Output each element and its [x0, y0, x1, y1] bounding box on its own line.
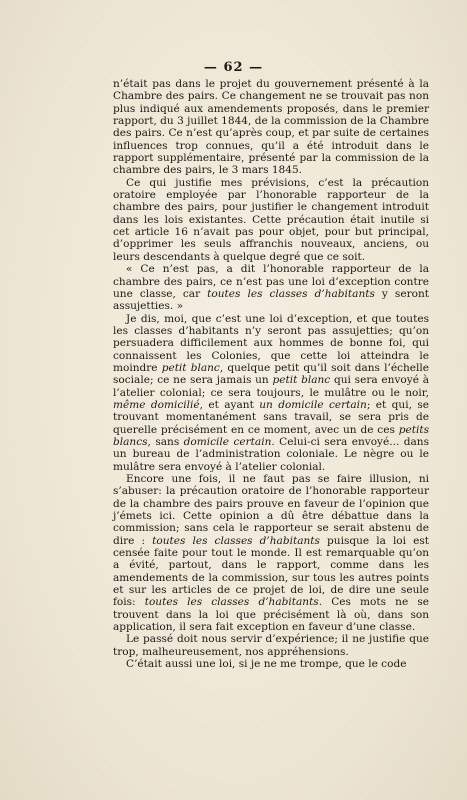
paragraph	[113, 658, 429, 670]
italic-text: petit blanc	[272, 374, 331, 387]
text-run: puisque la loi est censée faite pour tout le monde. Il est remarquable qu’on a évité, partout, dans le rapport, comme dans les amendements de la commission, sur tous les autres points et sur les articles de ce projet de loi, de dire une seule fois:	[113, 534, 429, 609]
text-run: Je dis, moi, que c’est une loi d’exception, et que toutes les classes d’habitants n’y seront pas assujetties; qu’on persuadera difficilement aux hommes de bonne foi, qui connaissent les Colonies, que cette loi atteindra le moindre	[113, 312, 429, 374]
italic-text: toutes les classes d’habitants	[144, 596, 319, 609]
italic-text: toutes les classes d’habitants	[207, 287, 375, 300]
text-run: , quelque petit qu’il soit dans l’échelle sociale; ce ne sera jamais un	[113, 361, 429, 387]
text-run: ; et qui, se trouvant momentanément sans travail, se sera pris de querelle précisément en ce moment, avec un de ces	[113, 398, 429, 436]
italic-text: même domicilié	[113, 398, 200, 411]
text-run: . Ces mots ne se trouvent dans la loi que précisément là où, dans son application, il sera fait exception en faveur d’une classe.	[113, 596, 429, 634]
paragraph	[113, 263, 429, 312]
italic-text: domicile certain	[183, 435, 272, 448]
paragraph	[113, 78, 429, 177]
paragraph	[113, 177, 429, 263]
text-run: Le passé doit nous servir d’expérience; il ne justifie que trop, malheureusement, nos appréhensions.	[113, 633, 429, 658]
text-run: qui sera envoyé à l’atelier colonial; ce sera toujours, le mulâtre ou le noir,	[113, 374, 430, 399]
page-number: — 62 —	[203, 60, 264, 75]
text-run: Ce qui justifie mes prévisions, c’est la précaution oratoire employée par l’honorable rapporteur de la chambre des pairs, pour justifier le changement introduit dans les lois existantes. Cette précaution était inutile si cet article 16 n’avait pas pour objet, pour but principal, d’opprimer les seuls affranchis nouveaux, anciens, ou leurs descendants à quelque degré que ce soit.	[113, 176, 429, 263]
paragraph	[113, 633, 429, 658]
text-run: « Ce n’est pas, a dit l’honorable rapporteur de la chambre des pairs, ce n’est pas une loi d’exception contre une classe, car	[113, 263, 429, 300]
text-run: C’était aussi une loi, si je ne me trompe, que le code	[126, 658, 407, 671]
paragraph	[113, 473, 429, 633]
italic-text: toutes les classes d’habitants	[152, 534, 320, 547]
italic-text: un domicile certain	[259, 398, 367, 411]
italic-text: petit blanc	[161, 361, 220, 374]
text-run: , et ayant	[199, 398, 260, 411]
italic-text: petits blancs	[113, 423, 429, 448]
text-run: , sans	[147, 435, 184, 448]
paragraph	[113, 313, 429, 473]
text-run: . Celui-ci sera envoyé... dans un bureau de l’administration coloniale. Le nègre ou le mulâtre sera envoyé à l’atelier colonial.	[113, 435, 429, 473]
text-run: y seront assujetties. »	[113, 287, 429, 313]
text-run: Encore une fois, il ne faut pas se faire illusion, ni s’abuser: la précaution oratoire de l’honorable rapporteur de la chambre des pairs prouve en faveur de l’opinion que j’émets ici. Cette opinion a dû être débattue dans la commission; sans cela le rapporteur se serait abstenu de dire :	[113, 473, 429, 547]
text-run: n’était pas dans le projet du gouvernement présenté à la Chambre des pairs. Ce changement ne se trouvait pas non plus indiqué aux amendements proposés, dans le premier rapport, du 3 juillet 1844, de la commission de la Chambre des pairs. Ce n’est qu’après coup, et par suite de certaines influences trop connues, qu’il a été introduit dans le rapport supplémentaire, présenté par la commission de la chambre des pairs, le 3 mars 1845.	[113, 78, 429, 177]
body-text	[113, 78, 429, 671]
